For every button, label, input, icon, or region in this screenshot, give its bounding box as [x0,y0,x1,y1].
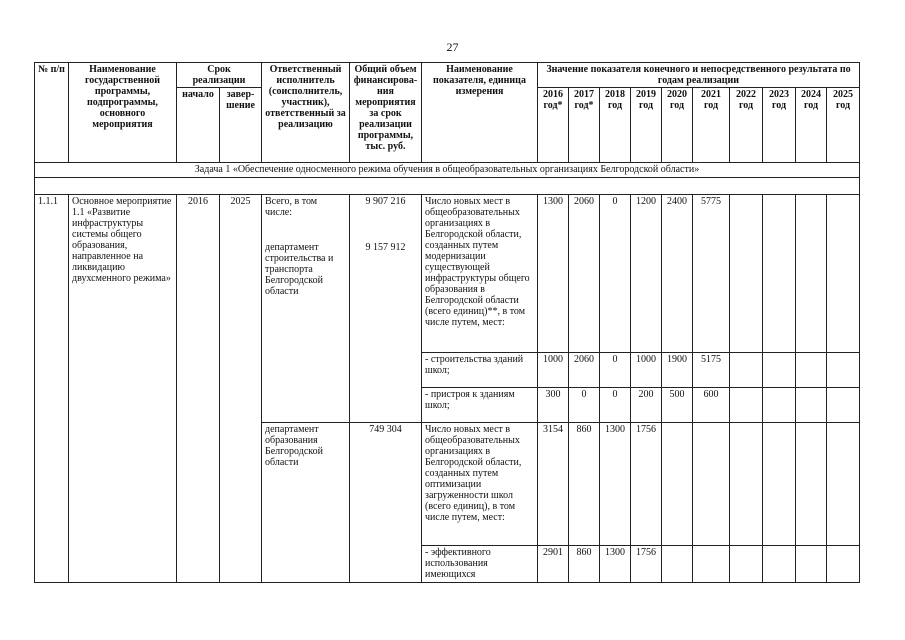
col-indicator: Наименование показателя, единица измерения [422,63,538,163]
col-year: 2017 год* [569,88,600,163]
col-year: 2022 год [730,88,763,163]
row-start: 2016 [177,195,220,583]
row-vol [350,195,422,423]
value [730,546,763,583]
header-row [35,63,860,88]
value: 5775 [693,195,730,353]
value: 860 [569,423,600,546]
value: 1300 [538,195,569,353]
value [730,423,763,546]
value [763,423,796,546]
col-year: 2020 год [662,88,693,163]
vol-construction: 9 157 912 [365,242,406,253]
value: 3154 [538,423,569,546]
value [796,353,827,388]
row-exec [262,195,350,423]
value [730,353,763,388]
col-year: 2018 год [600,88,631,163]
col-values: Значение показателя конечного и непосредственного результата по годам реализации [538,63,860,88]
value [662,546,693,583]
value: 1300 [600,546,631,583]
exec-total: Всего, в том числе: [265,196,318,218]
value: 1000 [538,353,569,388]
vol-total: 9 907 216 [365,196,406,207]
col-term-end: завер-шение [220,88,262,163]
value: 1200 [631,195,662,353]
row-name: Основное мероприятие 1.1 «Развитие инфраструктуры системы общего образования, направленное на ликвидацию двухсменного режима» [69,195,177,583]
value: 500 [662,388,693,423]
value: 600 [693,388,730,423]
exec-education: департамент образования Белгородской области [262,423,350,583]
col-term-start: начало [177,88,220,163]
col-name: Наименование государственной программы, подпрограммы, основного мероприятия [69,63,177,163]
col-num: № п/п [35,63,69,163]
value: 0 [600,388,631,423]
value: 0 [569,388,600,423]
value [796,388,827,423]
indicator: Число новых мест в общеобразовательных организациях в Белгородской области, созданных путем оптимизации загруженности школ (всего единиц), в том числе путем, мест: [422,423,538,546]
task-row [35,163,860,178]
value [662,423,693,546]
table-row [35,195,860,353]
program-table [34,62,860,583]
value [763,546,796,583]
indicator: - эффективного использования имеющихся [422,546,538,583]
value: 5175 [693,353,730,388]
value [730,195,763,353]
value [796,546,827,583]
col-executor: Ответственный исполнитель (соисполнитель, участник), ответственный за реализацию [262,63,350,163]
value [796,423,827,546]
value [827,195,860,353]
col-term: Срок реализации [177,63,262,88]
row-end: 2025 [220,195,262,583]
value: 200 [631,388,662,423]
value: 0 [600,353,631,388]
value: 2060 [569,353,600,388]
col-year: 2025 год [827,88,860,163]
col-year: 2023 год [763,88,796,163]
value: 860 [569,546,600,583]
value [763,195,796,353]
col-year: 2021 год [693,88,730,163]
value: 1756 [631,546,662,583]
value [763,388,796,423]
value [827,423,860,546]
value [693,546,730,583]
value [693,423,730,546]
value: 1300 [600,423,631,546]
page-number: 27 [446,40,459,54]
task-title: Задача 1 «Обеспечение односменного режима обучения в общеобразовательных организациях Белгородской области» [35,163,860,178]
row-num: 1.1.1 [35,195,69,583]
value [827,546,860,583]
value: 1900 [662,353,693,388]
value [730,388,763,423]
indicator: - пристроя к зданиям школ; [422,388,538,423]
vol-education: 749 304 [350,423,422,583]
value: 1000 [631,353,662,388]
value [827,388,860,423]
col-year: 2016 год* [538,88,569,163]
exec-construction: департамент строительства и транспорта Белгородской области [265,242,334,297]
value: 300 [538,388,569,423]
indicator: Число новых мест в общеобразовательных организациях в Белгородской области, созданных путем модернизации существующей инфраструктуры общего образования в Белгородской области (всего единиц)**, в том числе путем, мест: [422,195,538,353]
value: 2901 [538,546,569,583]
col-volume: Общий объем финансирова-ния мероприятия за срок реализации программы, тыс. руб. [350,63,422,163]
value [796,195,827,353]
indicator: - строительства зданий школ; [422,353,538,388]
col-year: 2024 год [796,88,827,163]
value: 2400 [662,195,693,353]
value [763,353,796,388]
spacer-row [35,178,860,195]
value: 1756 [631,423,662,546]
value [827,353,860,388]
col-year: 2019 год [631,88,662,163]
value: 2060 [569,195,600,353]
value: 0 [600,195,631,353]
